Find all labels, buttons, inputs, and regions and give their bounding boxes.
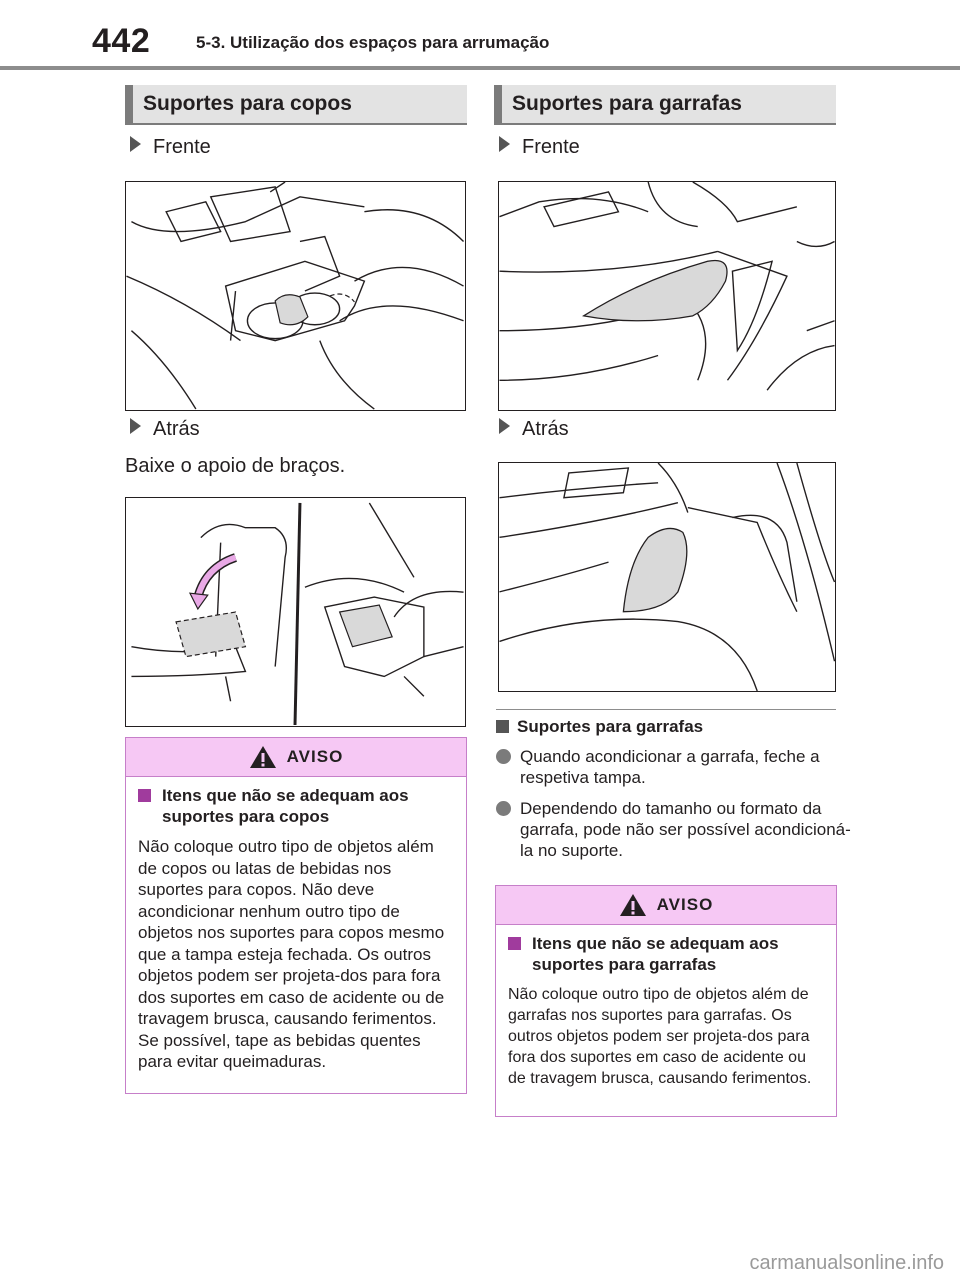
arrow-icon: [130, 418, 141, 434]
illustration-front-bottle-holder: [499, 182, 835, 410]
warning-heading-text: Itens que não se adequam aos suportes para copos: [162, 786, 409, 826]
warning-header: [496, 886, 836, 925]
arrow-icon: [499, 418, 510, 434]
subheading-front-cups: [130, 136, 211, 159]
figure-rear-bottle-holder: [498, 462, 836, 692]
illustration-rear-cup-holders: [126, 498, 465, 726]
label-rear: Atrás: [153, 418, 200, 440]
watermark: carmanualsonline.info: [749, 1252, 944, 1274]
label-front: Frente: [522, 136, 580, 158]
bullet-item-close-cap: [496, 746, 860, 788]
figure-front-bottle-holder: [498, 181, 836, 411]
subheading-front-bottles: [499, 136, 580, 159]
warning-box-cup-holders: [125, 737, 467, 1094]
circle-bullet-icon: [496, 801, 511, 816]
section-title-cup-holders: Suportes para copos: [125, 85, 467, 125]
illustration-front-cup-holders: [126, 182, 465, 410]
warning-title: AVISO: [656, 895, 714, 914]
arrow-icon: [130, 136, 141, 152]
chapter-title: 5-3. Utilização dos espaços para arrumação: [196, 33, 550, 52]
page-number: 442: [92, 22, 151, 60]
warning-triangle-icon: [249, 745, 277, 769]
arrow-icon: [499, 136, 510, 152]
warning-triangle-icon: [619, 893, 647, 917]
instruction-lower-armrest: Baixe o apoio de braços.: [125, 455, 346, 477]
warning-heading-text: Itens que não se adequam aos suportes para garrafas: [532, 934, 779, 974]
subsection-title-text: Suportes para garrafas: [517, 717, 704, 736]
figure-rear-cup-holders: [125, 497, 466, 727]
warning-body: Não coloque outro tipo de objetos além de garrafas nos suportes para garrafas. Os outros objetos podem ser projeta-dos para fora dos suportes em caso de acidente ou de travagem brusca, causando ferimentos.: [508, 986, 812, 1087]
warning-body: Não coloque outro tipo de objetos além de copos ou latas de bebidas nos suportes para copos. Não deve acondicionar nenhum outro tipo de objetos nos suportes para copos mesmo que a tampa esteja fechada. Os outros objetos podem ser projeta-dos para fora dos suportes em caso de acidente ou de travagem brusca, causando ferimentos. Se possível, tape as bebidas quentes para evitar queimaduras.: [138, 837, 445, 1071]
warning-title: AVISO: [286, 747, 344, 766]
subheading-rear-cups: [130, 418, 200, 441]
label-front: Frente: [153, 136, 211, 158]
square-bullet-icon: [508, 937, 521, 950]
circle-bullet-icon: [496, 749, 511, 764]
bullet-text: Quando acondicionar a garrafa, feche a respetiva tampa.: [520, 747, 820, 787]
illustration-rear-bottle-holder: [499, 463, 835, 691]
square-bullet-icon: [496, 720, 509, 733]
subheading-rear-bottles: [499, 418, 569, 441]
warning-heading: [138, 785, 456, 827]
warning-header: [126, 738, 466, 777]
subsection-title-bottle-holders: [496, 717, 703, 737]
warning-box-bottle-holders: [495, 885, 837, 1117]
section-title-bottle-holders: Suportes para garrafas: [494, 85, 836, 125]
bullet-item-bottle-size: [496, 798, 860, 861]
figure-front-cup-holders: [125, 181, 466, 411]
square-bullet-icon: [138, 789, 151, 802]
section-divider: [496, 709, 836, 710]
label-rear: Atrás: [522, 418, 569, 440]
bullet-text: Dependendo do tamanho ou formato da garrafa, pode não ser possível acondicioná-la no suporte.: [520, 799, 851, 860]
warning-heading: [508, 933, 826, 975]
header-rule: [0, 66, 960, 70]
